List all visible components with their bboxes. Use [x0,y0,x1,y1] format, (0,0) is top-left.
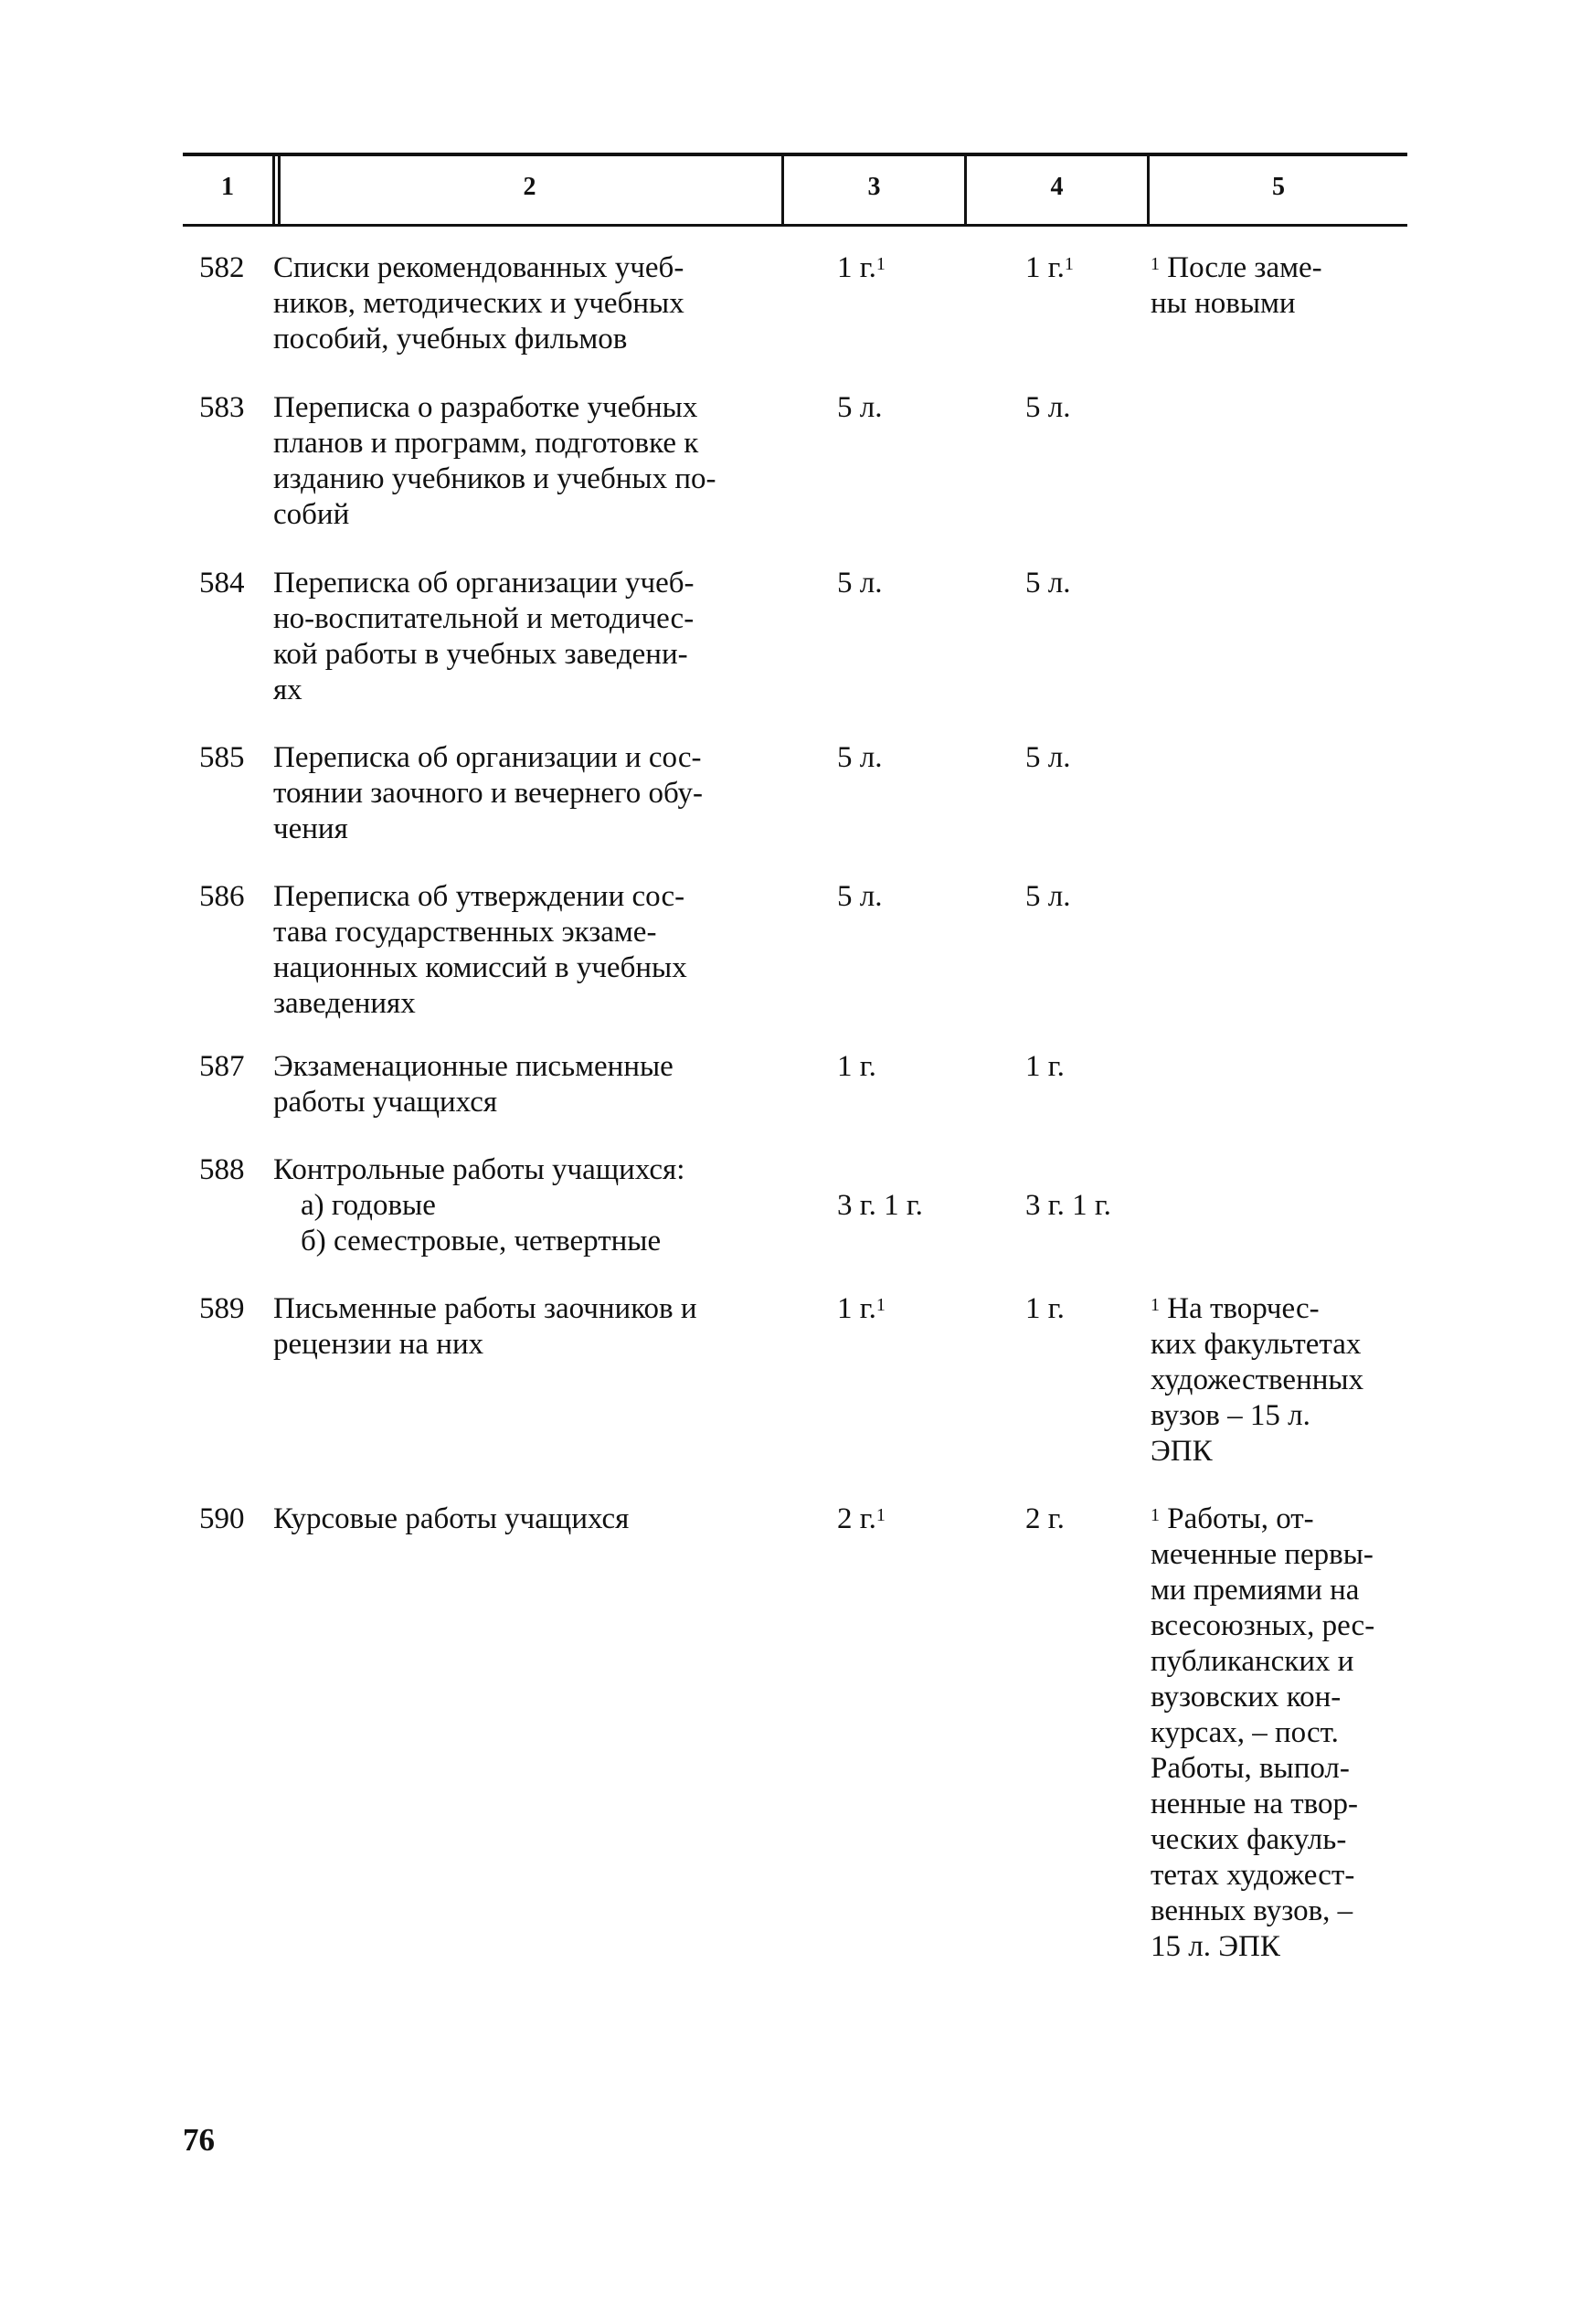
retention-col3 [837,250,886,286]
note-text: Работы, от- [1167,1502,1314,1535]
note-line [1151,1502,1416,1537]
row-number: 587 [199,1050,245,1083]
row-number: 584 [199,567,245,600]
retention-value: 1 г. [837,251,876,284]
retention-value: 1 г. [1025,251,1065,284]
row-number: 590 [199,1502,245,1535]
note-line: венных вузов, – [1151,1894,1353,1927]
header-col-5: 5 [1272,173,1285,201]
footnote-ref: 1 [875,1505,886,1525]
note-line: тетах художест- [1151,1859,1355,1892]
retention-value: 3 г. [1025,1189,1065,1222]
row-description [273,1152,785,1259]
row-note [1151,250,1416,322]
row-description [273,1502,785,1537]
description-line: Экзаменационные письменные [273,1050,674,1083]
footnote-marker: 1 [1151,254,1160,274]
description-line: рецензии на них [273,1328,484,1361]
note-line: всесоюзных, рес- [1151,1609,1375,1642]
description-line: ников, методических и учебных [273,287,684,320]
retention-col3 [837,1502,886,1537]
row-number: 588 [199,1153,245,1186]
row-description [273,1049,785,1120]
note-line: вузов – 15 л. [1151,1399,1310,1432]
description-line: Переписка об утверждении сос- [273,880,685,913]
row-description [273,879,785,1022]
retention-col4: 5 л. [1025,741,1071,774]
description-line: Курсовые работы учащихся [273,1502,630,1535]
retention-col4 [1025,250,1074,286]
page-number: 76 [183,2122,215,2158]
note-line: Работы, выпол- [1151,1752,1350,1785]
description-line: национных комиссий в учебных [273,951,687,984]
row-description [273,566,785,708]
sub-item-label: а) годовые [301,1189,436,1222]
footnote-ref: 1 [875,254,886,274]
note-line: ческих факуль- [1151,1823,1347,1856]
row-description [273,740,785,847]
retention-col3: 5 л. [837,741,883,774]
note-line: 15 л. ЭПК [1151,1930,1280,1963]
retention-col4: 5 л. [1025,880,1071,913]
header-divider [272,153,275,226]
note-line: ких факультетах [1151,1328,1362,1361]
retention-col4: 2 г. [1025,1502,1065,1535]
retention-value: 1 г. [884,1189,923,1222]
row-note [1151,1502,1416,1965]
note-line: курсах, – пост. [1151,1716,1339,1749]
description-line: заведениях [273,987,416,1020]
note-line [1151,1291,1416,1327]
description-line: собий [273,498,350,531]
retention-col3 [837,1188,923,1224]
description-line: тава государственных экзаме- [273,916,657,949]
footnote-marker: 1 [1151,1505,1160,1525]
retention-value: 2 г. [837,1502,876,1535]
retention-value: 1 г. [1072,1189,1111,1222]
description-line: но-воспитательной и методичес- [273,602,695,635]
description-line: Контрольные работы учащихся: [273,1153,685,1186]
retention-col4 [1025,1188,1111,1224]
note-line: художественных [1151,1364,1364,1396]
description-line: тоянии заочного и вечернего обу- [273,777,703,810]
footnote-ref: 1 [875,1295,886,1315]
description-line: ях [273,674,302,706]
header-bottom-rule [183,224,1407,227]
note-line: ми премиями на [1151,1574,1360,1607]
header-col-2: 2 [523,173,536,201]
retention-col4: 5 л. [1025,567,1071,600]
header-col-3: 3 [867,173,881,201]
sub-item-label: б) семестровые, четвертные [301,1225,662,1258]
retention-value: 3 г. [837,1189,876,1222]
description-line: Переписка о разработке учебных [273,391,698,424]
description-line: чения [273,812,348,845]
footnote-ref: 1 [1064,254,1074,274]
header-col-4: 4 [1050,173,1064,201]
retention-col3 [837,1291,886,1327]
row-description [273,1291,785,1363]
description-line: изданию учебников и учебных по- [273,462,716,495]
retention-value: 1 г. [837,1292,876,1325]
retention-col3: 5 л. [837,567,883,600]
retention-col4: 1 г. [1025,1050,1065,1083]
description-line: пособий, учебных фильмов [273,323,628,355]
description-line: работы учащихся [273,1086,498,1119]
description-line: планов и программ, подготовке к [273,427,699,460]
table-header [183,153,1407,226]
retention-col3: 5 л. [837,391,883,424]
description-line: Списки рекомендованных учеб- [273,251,684,284]
note-line: ны новыми [1151,287,1296,320]
footnote-marker: 1 [1151,1295,1160,1315]
retention-col3: 1 г. [837,1050,876,1083]
header-col-1: 1 [221,173,234,201]
row-number: 583 [199,391,245,424]
note-line: ЭПК [1151,1435,1213,1468]
retention-col4: 5 л. [1025,391,1071,424]
description-line: Переписка об организации учеб- [273,567,695,600]
retention-col4: 1 г. [1025,1292,1065,1325]
note-line [1151,250,1416,286]
row-number: 589 [199,1292,245,1325]
note-line: публиканских и [1151,1645,1354,1678]
row-note [1151,1291,1416,1470]
row-description [273,390,785,533]
note-line: вузовских кон- [1151,1681,1342,1714]
row-number: 586 [199,880,245,913]
row-description [273,250,785,357]
header-top-rule [183,153,1407,156]
description-line: кой работы в учебных заведени- [273,638,688,671]
note-text: После заме- [1167,251,1322,284]
row-number: 585 [199,741,245,774]
note-text: На творчес- [1167,1292,1320,1325]
row-number: 582 [199,251,245,284]
note-line: меченные первы- [1151,1538,1374,1571]
description-line: Переписка об организации и сос- [273,741,702,774]
description-line: Письменные работы заочников и [273,1292,697,1325]
retention-col3: 5 л. [837,880,883,913]
note-line: ненные на твор- [1151,1788,1359,1820]
